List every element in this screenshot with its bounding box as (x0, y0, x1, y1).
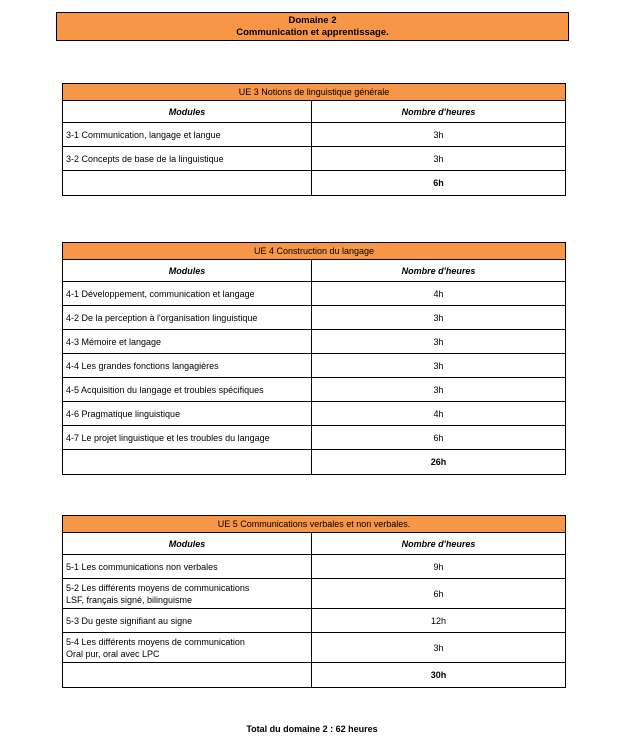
total-label-cell (63, 171, 312, 196)
domain-subtitle: Communication et apprentissage. (236, 27, 389, 38)
hours-cell: 3h (312, 147, 566, 171)
hours-cell: 3h (312, 633, 566, 663)
hours-header: Nombre d'heures (312, 260, 566, 282)
total-hours: 26h (312, 450, 566, 475)
table-row (63, 147, 566, 171)
table-row (63, 402, 566, 426)
total-label-cell (63, 450, 312, 475)
total-hours: 6h (312, 171, 566, 196)
hours-cell: 3h (312, 354, 566, 378)
hours-cell: 9h (312, 555, 566, 579)
module-label: 5-3 Du geste signifiant au signe (66, 615, 193, 626)
hours-cell: 3h (312, 306, 566, 330)
module-cell: 3-1 Communication, langage et langue (63, 123, 312, 147)
table-row (63, 282, 566, 306)
ue4-title: UE 4 Construction du langage (63, 243, 566, 260)
domain-grand-total: Total du domaine 2 : 62 heures (246, 724, 378, 734)
table-row (63, 609, 566, 633)
domain-header (56, 12, 569, 41)
module-cell: 4-7 Le projet linguistique et les troubles du langage (63, 426, 312, 450)
hours-cell: 6h (312, 579, 566, 609)
total-row (63, 663, 566, 688)
module-cell (63, 633, 312, 663)
modules-header: Modules (63, 260, 312, 282)
table-row (63, 306, 566, 330)
table-row (63, 378, 566, 402)
ue3-table (62, 83, 566, 196)
module-cell: 4-1 Développement, communication et langage (63, 282, 312, 306)
ue3-title: UE 3 Notions de linguistique générale (63, 84, 566, 101)
table-row (63, 330, 566, 354)
table-row (63, 633, 566, 663)
module-detail: LSF, français signé, bilinguisme (66, 594, 193, 605)
modules-header: Modules (63, 533, 312, 555)
ue5-table (62, 515, 566, 688)
hours-cell: 4h (312, 402, 566, 426)
hours-header: Nombre d'heures (312, 101, 566, 123)
ue5-title: UE 5 Communications verbales et non verbales. (63, 516, 566, 533)
table-row (63, 123, 566, 147)
table-row (63, 354, 566, 378)
module-cell: 3-2 Concepts de base de la linguistique (63, 147, 312, 171)
hours-cell: 3h (312, 378, 566, 402)
table-row (63, 579, 566, 609)
module-cell (63, 609, 312, 633)
hours-cell: 3h (312, 123, 566, 147)
total-row (63, 450, 566, 475)
module-cell (63, 555, 312, 579)
module-cell: 4-5 Acquisition du langage et troubles spécifiques (63, 378, 312, 402)
hours-cell: 3h (312, 330, 566, 354)
module-cell (63, 579, 312, 609)
module-label: 5-2 Les différents moyens de communications (66, 582, 250, 593)
ue4-table (62, 242, 566, 475)
total-row (63, 171, 566, 196)
module-label: 5-4 Les différents moyens de communication (66, 636, 245, 647)
table-row (63, 555, 566, 579)
module-detail: Oral pur, oral avec LPC (66, 648, 160, 659)
total-hours: 30h (312, 663, 566, 688)
module-cell: 4-2 De la perception à l'organisation linguistique (63, 306, 312, 330)
module-cell: 4-6 Pragmatique linguistique (63, 402, 312, 426)
domain-title: Domaine 2 (288, 15, 337, 26)
hours-cell: 6h (312, 426, 566, 450)
hours-header: Nombre d'heures (312, 533, 566, 555)
modules-header: Modules (63, 101, 312, 123)
table-row (63, 426, 566, 450)
total-label-cell (63, 663, 312, 688)
hours-cell: 12h (312, 609, 566, 633)
module-cell: 4-4 Les grandes fonctions langagières (63, 354, 312, 378)
module-label: 5-1 Les communications non verbales (66, 561, 218, 572)
hours-cell: 4h (312, 282, 566, 306)
module-cell: 4-3 Mémoire et langage (63, 330, 312, 354)
